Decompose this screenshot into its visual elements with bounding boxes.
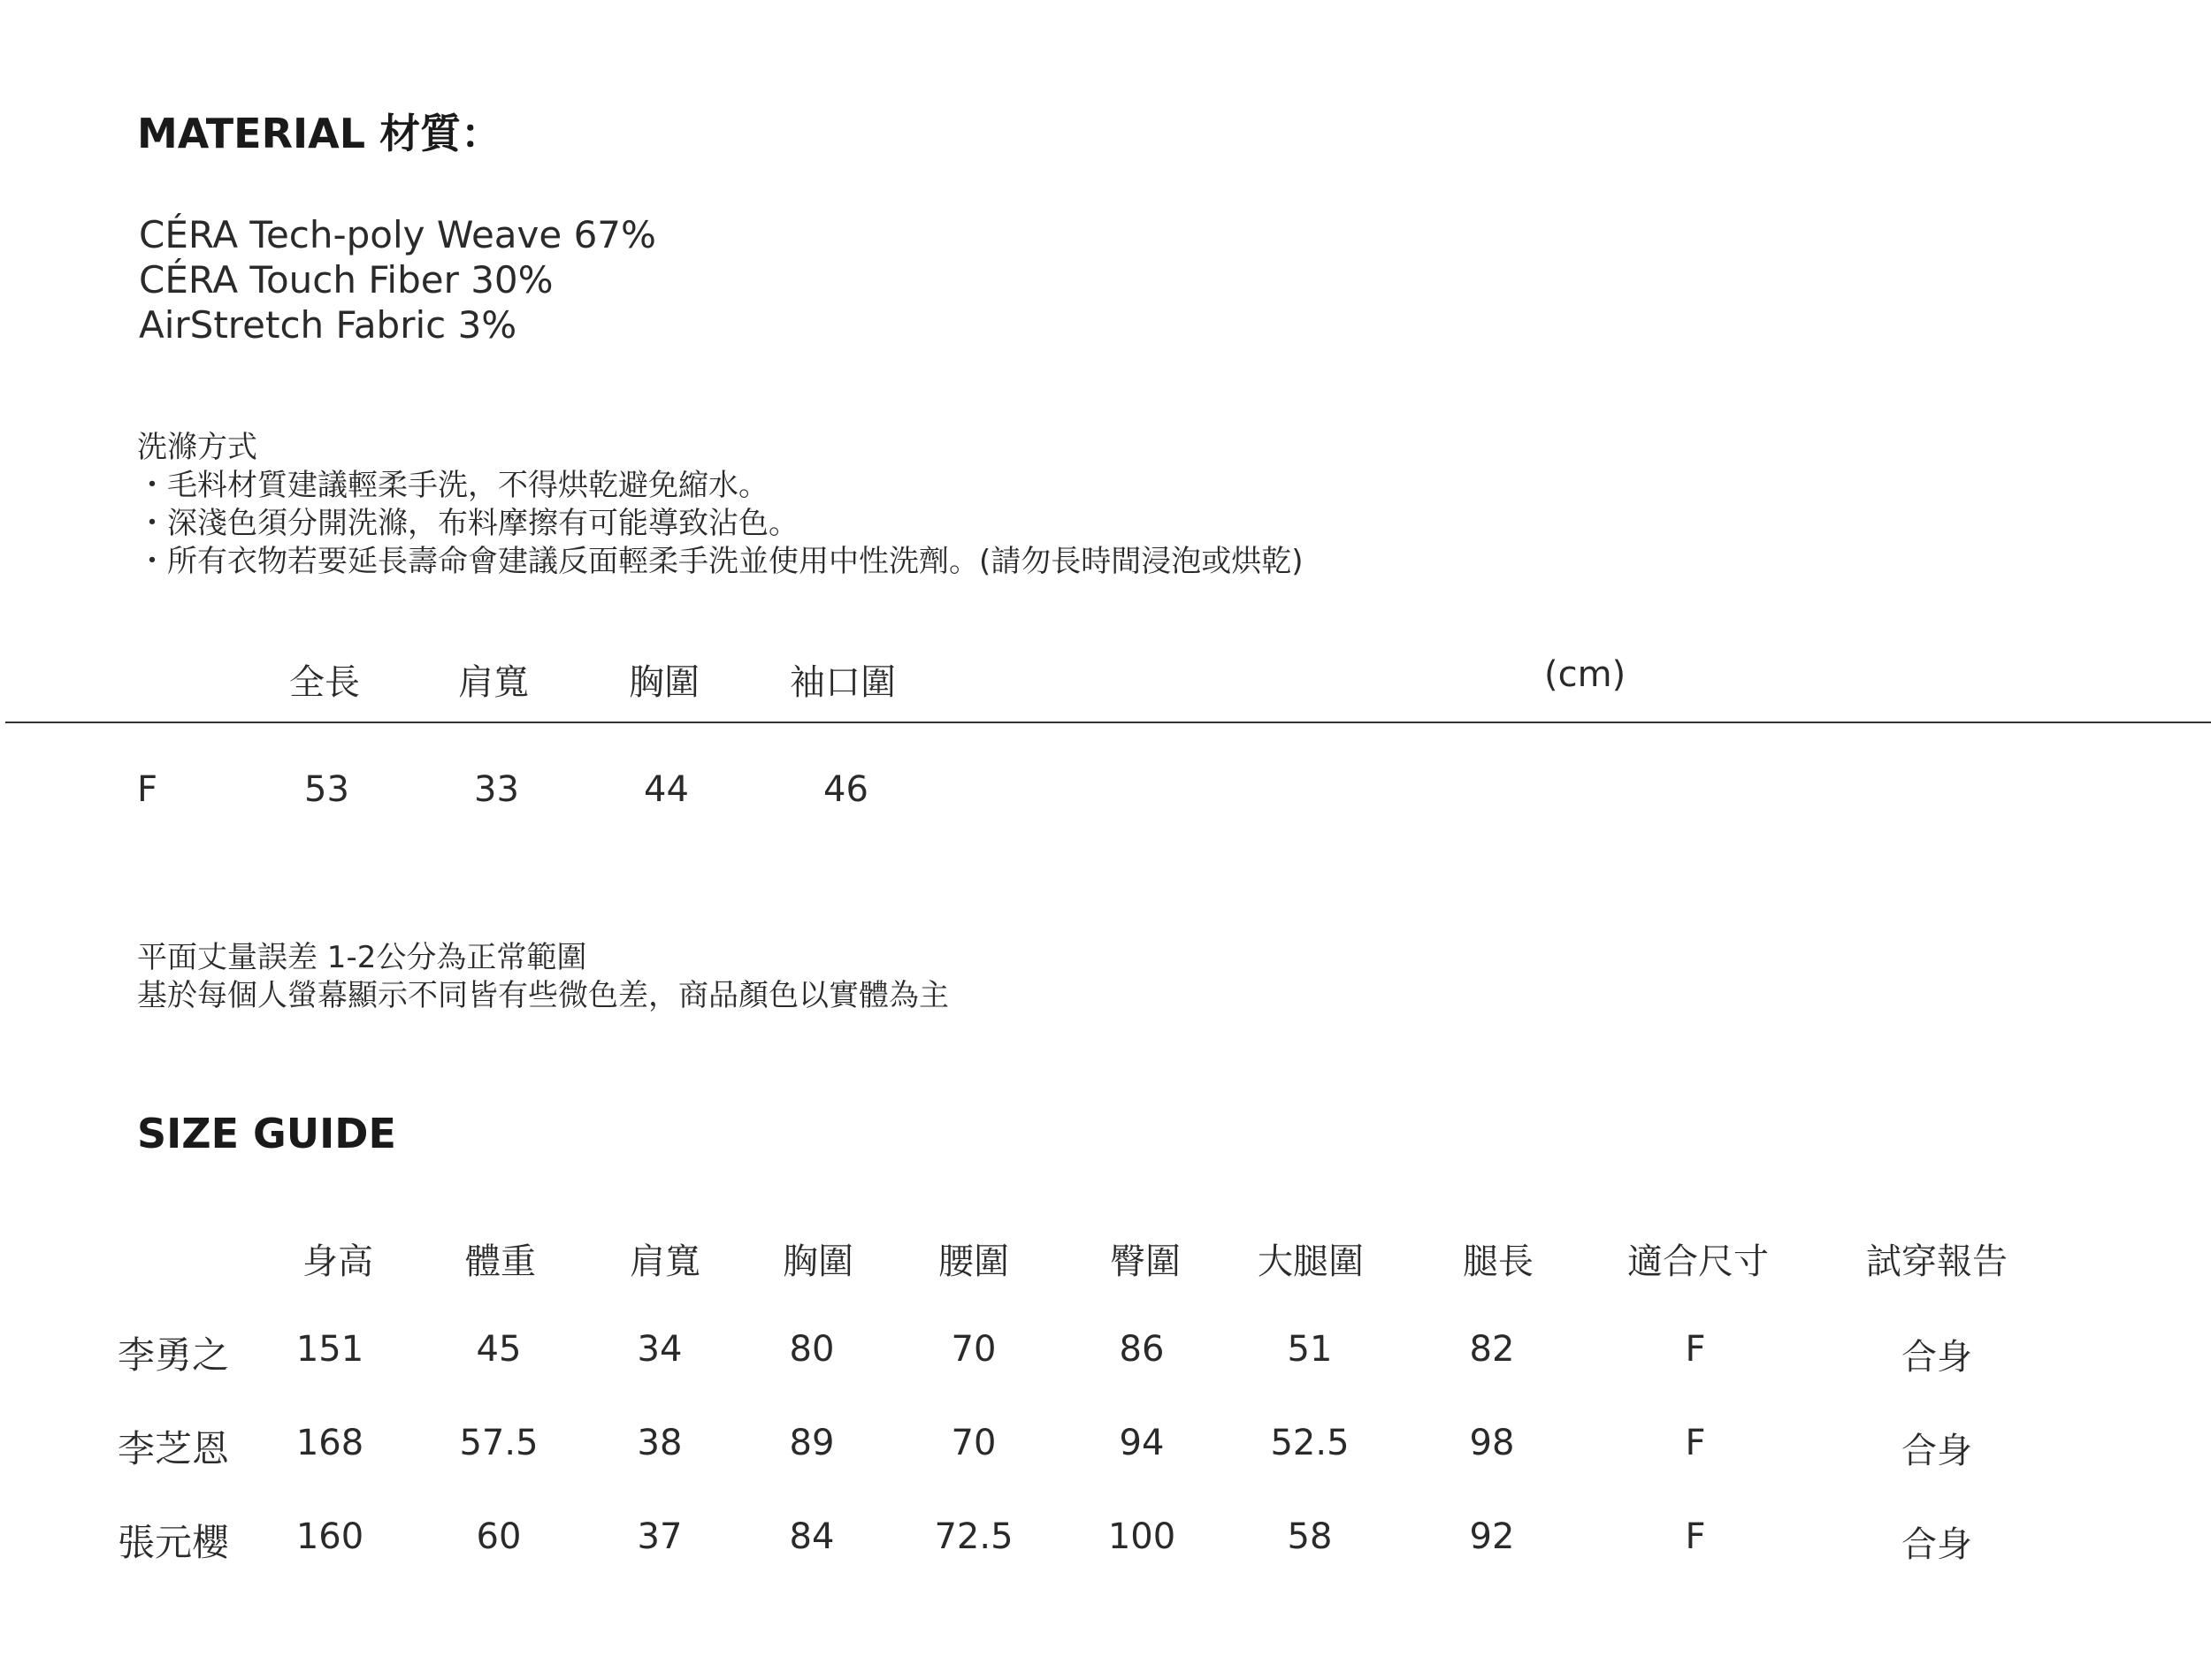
guide-cell: F [1685, 1423, 1706, 1463]
guide-cell: F [1685, 1516, 1706, 1557]
measure-value-chest: 44 [644, 769, 689, 810]
guide-cell: 37 [637, 1516, 683, 1557]
guide-cell: 72.5 [934, 1516, 1014, 1557]
measure-value-shoulder: 33 [474, 769, 519, 810]
guide-header-thigh: 大腿圍 [1258, 1241, 1364, 1282]
guide-cell: 168 [295, 1423, 364, 1463]
guide-cell: 86 [1119, 1329, 1165, 1370]
guide-cell: 100 [1107, 1516, 1176, 1557]
guide-header-hip: 臀圍 [1110, 1241, 1181, 1282]
measure-value-cuff: 46 [823, 769, 868, 810]
guide-header-weight: 體重 [465, 1241, 536, 1282]
guide-cell: 94 [1119, 1423, 1165, 1463]
guide-header-chest: 胸圍 [783, 1241, 853, 1282]
guide-header-leg: 腿長 [1463, 1241, 1534, 1282]
measure-header-chest: 胸圍 [629, 662, 700, 703]
note-line: 基於每個人螢幕顯示不同皆有些微色差，商品顏色以實體為主 [137, 978, 949, 1013]
guide-cell: 84 [789, 1516, 835, 1557]
guide-header-fit-report: 試穿報告 [1866, 1241, 2008, 1282]
measure-header-cuff: 袖口圍 [790, 662, 896, 703]
guide-header-shoulder: 肩寬 [630, 1241, 700, 1282]
guide-cell: 70 [951, 1329, 997, 1370]
guide-header-height: 身高 [302, 1241, 373, 1282]
material-title: MATERIAL 材質： [137, 110, 502, 157]
measure-unit: (cm) [1544, 654, 1626, 695]
guide-cell: 60 [476, 1516, 522, 1557]
guide-cell: 合身 [1901, 1337, 1972, 1378]
guide-cell: 98 [1469, 1423, 1515, 1463]
measure-header-shoulder: 肩寬 [458, 662, 529, 703]
material-composition [139, 212, 656, 347]
measurement-notes [137, 939, 949, 1015]
guide-cell: 38 [637, 1423, 683, 1463]
guide-cell: 57.5 [459, 1423, 539, 1463]
material-line: CÉRA Tech-poly Weave 67% [139, 213, 656, 256]
measure-header-length: 全長 [289, 662, 360, 703]
guide-cell: 合身 [1901, 1431, 1972, 1471]
guide-cell: 合身 [1901, 1524, 1972, 1565]
care-instructions [137, 429, 1304, 581]
guide-header-fit-size: 適合尺寸 [1627, 1241, 1769, 1282]
material-line: AirStretch Fabric 3% [139, 303, 517, 347]
note-line: 平面丈量誤差 1-2公分為正常範圍 [137, 940, 587, 975]
guide-cell: 80 [789, 1329, 835, 1370]
care-title: 洗滌方式 [137, 430, 257, 465]
guide-cell: 89 [789, 1423, 835, 1463]
measure-size-label: F [137, 769, 158, 810]
guide-cell: 82 [1469, 1329, 1515, 1370]
guide-cell: F [1685, 1329, 1706, 1370]
guide-row-name: 張元櫻 [118, 1521, 230, 1564]
guide-cell: 45 [476, 1329, 522, 1370]
guide-cell: 160 [295, 1516, 364, 1557]
guide-cell: 70 [951, 1423, 997, 1463]
guide-header-waist: 腰圍 [938, 1241, 1009, 1282]
material-line: CÉRA Touch Fiber 30% [139, 258, 554, 302]
size-guide-title: SIZE GUIDE [137, 1110, 396, 1157]
guide-row-name: 李勇之 [118, 1333, 230, 1377]
table-divider [5, 722, 2211, 723]
guide-row-name: 李芝恩 [118, 1427, 230, 1470]
care-line: ・深淺色須分開洗滌，布料摩擦有可能導致沾色。 [137, 506, 799, 541]
measure-value-length: 53 [304, 769, 349, 810]
guide-cell: 34 [637, 1329, 683, 1370]
care-line: ・毛料材質建議輕柔手洗，不得烘乾避免縮水。 [137, 468, 769, 503]
guide-cell: 92 [1469, 1516, 1515, 1557]
guide-cell: 51 [1287, 1329, 1333, 1370]
guide-cell: 52.5 [1270, 1423, 1350, 1463]
guide-cell: 58 [1287, 1516, 1333, 1557]
guide-cell: 151 [295, 1329, 364, 1370]
care-line: ・所有衣物若要延長壽命會建議反面輕柔手洗並使用中性洗劑。(請勿長時間浸泡或烘乾) [137, 544, 1304, 579]
